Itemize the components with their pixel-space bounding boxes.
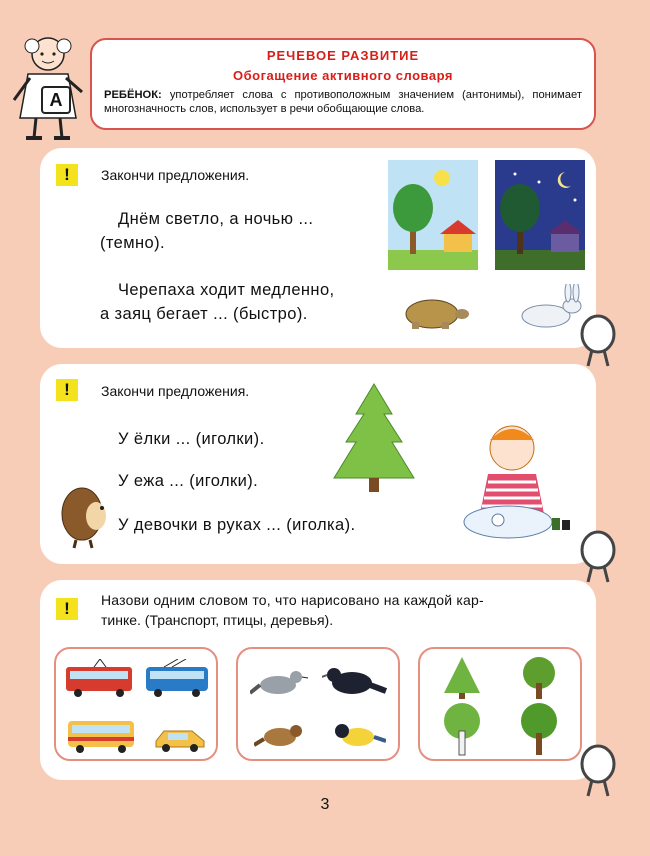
task-instruction: Закончи предложения. [101,167,250,183]
oak-tree-icon [516,655,562,701]
girl-sewing-illustration [452,418,574,548]
page-number: 3 [320,796,330,813]
transport-picture-box [54,647,218,761]
car-icon [152,723,208,753]
night-scene-illustration [495,160,585,270]
question-mark-icon [578,312,618,372]
hedgehog-illustration [58,478,114,550]
exclamation-icon: ! [56,379,78,401]
fir-tree-icon [440,655,484,701]
hare-illustration [506,284,586,334]
birch-tree-icon [440,701,484,757]
crow-icon [322,659,388,701]
task-instruction-cont: тинке. (Транспорт, птицы, деревья). [101,612,334,628]
exclamation-icon: ! [56,598,78,620]
goal-description [104,88,582,116]
question-mark-icon [578,528,618,588]
trolleybus-icon [144,659,210,699]
sparrow-icon [254,719,310,753]
sentence-line: У ежа ... (иголки). [118,472,259,490]
section-title: РЕЧЕВОЕ РАЗВИТИЕ [266,48,420,63]
sentence-line: У девочки в руках ... (иголка). [118,516,356,534]
deciduous-tree-icon [516,701,562,757]
task-instruction: Назови одним словом то, что нарисовано на каждой кар- [101,592,484,608]
sentence-line: а заяц бегает ... (быстро). [100,305,308,323]
goal-text: употребляет слова с противоположным значением (антонимы), понимает многозначность слов, использует в речи обобщающие слова. [104,89,582,115]
fir-tree-illustration [324,380,424,498]
letter-badge: А [41,86,71,114]
header-card [90,38,596,130]
bus-icon [66,717,136,755]
sentence-line: У ёлки ... (иголки). [118,430,265,448]
day-scene-illustration [388,160,478,270]
sentence-line: Днём светло, а ночью ... [118,210,314,228]
goal-lead: РЕБЁНОК: [104,89,162,101]
task-instruction: Закончи предложения. [101,383,250,399]
sentence-line: Черепаха ходит медленно, [118,281,335,299]
turtle-illustration [392,292,472,332]
cuckoo-icon [250,663,310,703]
section-subtitle: Обогащение активного словаря [233,68,453,83]
sentence-line: (темно). [100,234,165,252]
titmouse-icon [330,719,386,753]
exclamation-icon: ! [56,164,78,186]
trees-picture-box [418,647,582,761]
tram-icon [64,659,134,699]
question-mark-icon [578,742,618,802]
birds-picture-box [236,647,400,761]
